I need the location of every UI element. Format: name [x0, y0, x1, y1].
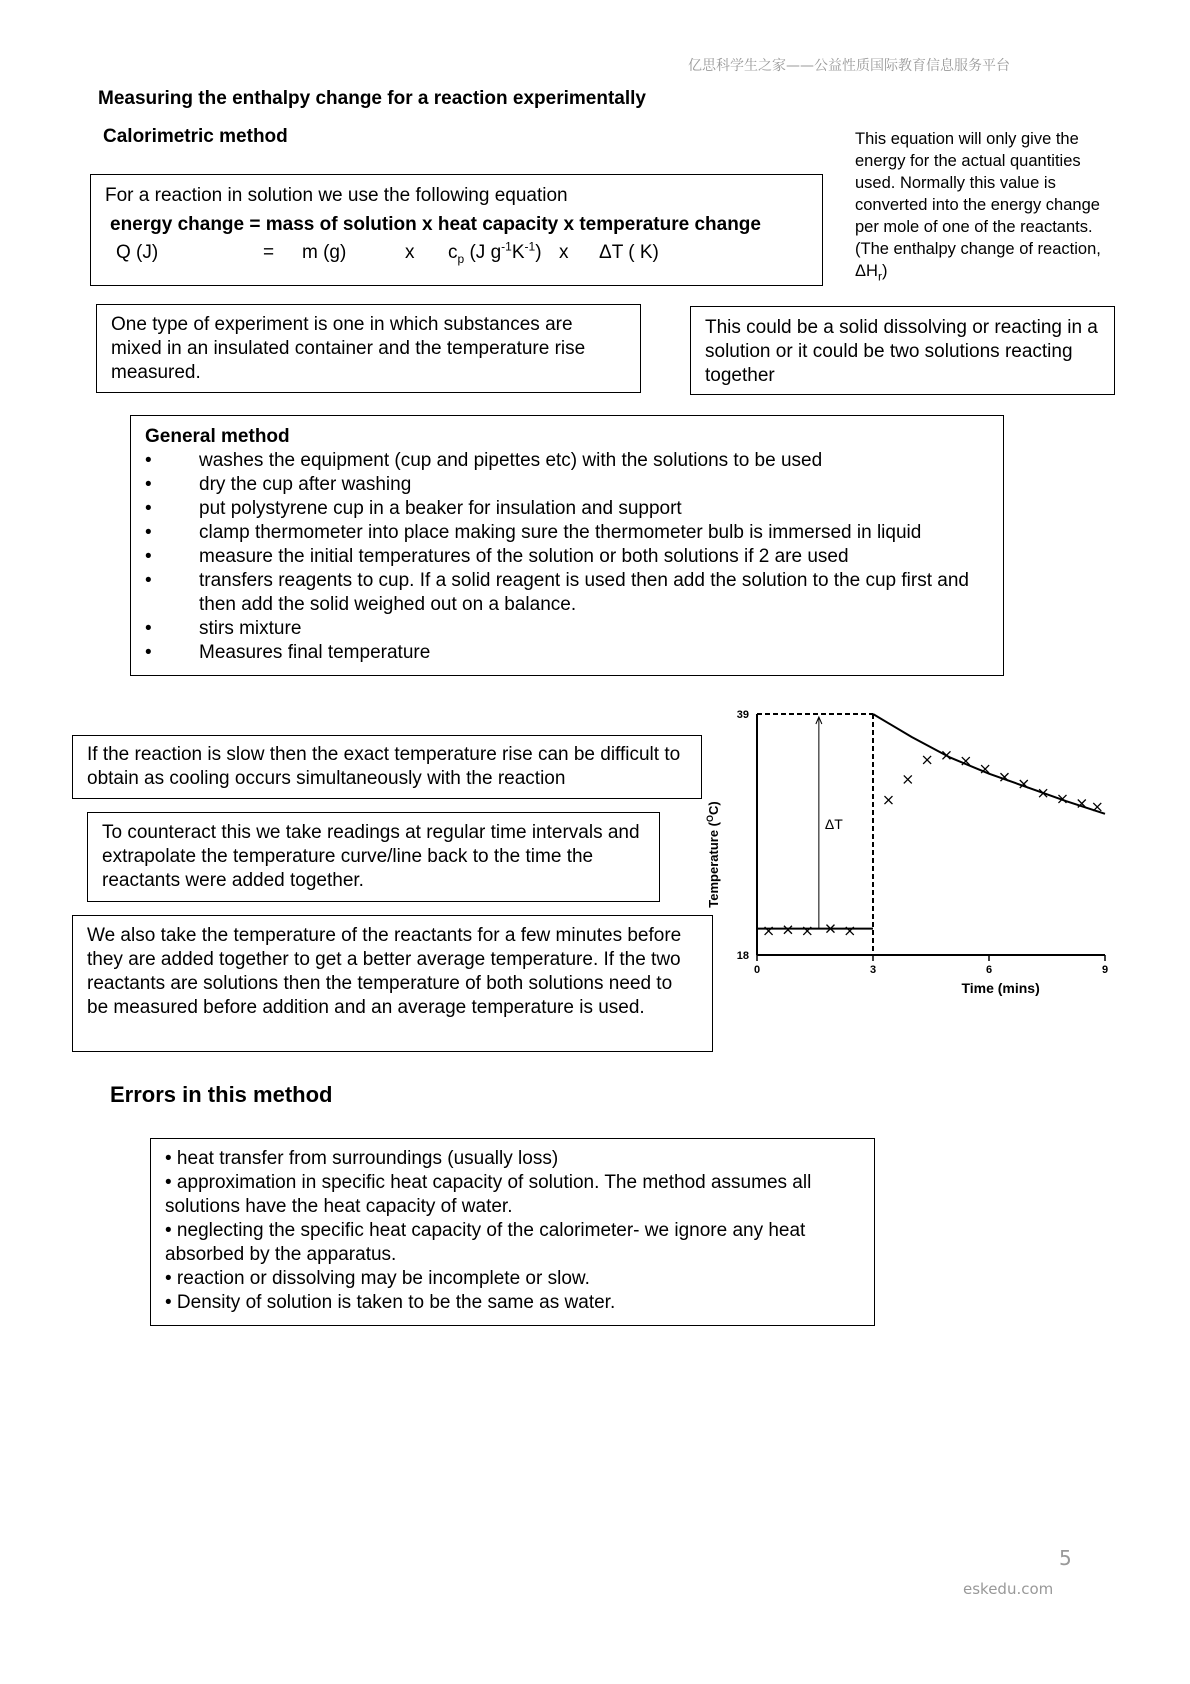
- side-note-sub: r: [877, 269, 882, 284]
- list-item: • put polystyrene cup in a beaker for insulation and support: [145, 497, 989, 521]
- list-item: • neglecting the specific heat capacity of the calorimeter- we ignore any heat absorbed by the apparatus.: [165, 1220, 806, 1265]
- y-tick-label: 39: [736, 709, 749, 721]
- list-item: • measure the initial temperatures of the solution or both solutions if 2 are used: [145, 545, 989, 569]
- eq-cp-units-b: K: [511, 242, 525, 263]
- side-note: [855, 128, 1105, 282]
- eq-cp-sub: p: [457, 251, 465, 266]
- eq-cp-sup1: -1: [501, 239, 512, 254]
- page-title: Measuring the enthalpy change for a reaction experimentally: [98, 88, 646, 109]
- counteract-box: To counteract this we take readings at regular time intervals and extrapolate the temperature curve/line back to the time the reactants were added together.: [87, 812, 660, 902]
- x-tick-label: 3: [869, 964, 877, 976]
- general-method-heading: General method: [145, 426, 290, 447]
- list-item: • clamp thermometer into place making sure the thermometer bulb is immersed in liquid: [145, 521, 989, 545]
- y-tick-label: 18: [736, 950, 749, 962]
- eq-cp-units-a: (J g: [469, 242, 502, 263]
- slow-reaction-box: If the reaction is slow then the exact temperature rise can be difficult to obtain as cooling occurs simultaneously with the reaction: [72, 735, 702, 799]
- list-item: • dry the cup after washing: [145, 473, 989, 497]
- data-point: [923, 756, 931, 764]
- eq-x1: x: [405, 242, 415, 263]
- site-banner: 亿思科学生之家——公益性质国际教育信息服务平台: [688, 58, 1010, 74]
- y-axis-label-main: Temperature (: [706, 822, 721, 908]
- list-item: • reaction or dissolving may be incomplete or slow.: [165, 1268, 590, 1289]
- list-item: • heat transfer from surroundings (usually loss): [165, 1148, 559, 1169]
- eq-q: Q (J): [116, 242, 159, 263]
- data-point: [904, 775, 912, 783]
- section-title-calorimetric: Calorimetric method: [103, 126, 288, 147]
- experiment-box: One type of experiment is one in which substances are mixed in an insulated container and the temperature rise measured.: [96, 304, 641, 393]
- eq-cp-units-c: ): [535, 242, 542, 263]
- eq-cp: [448, 241, 542, 265]
- general-method-box: [130, 415, 1004, 676]
- average-temperature-box: We also take the temperature of the reactants for a few minutes before they are added together to get a better average temperature. If the two reactants are solutions then the temperature of both solutions need to be measured before addition and an average temperature is used.: [72, 915, 713, 1052]
- eq-x2: x: [559, 242, 569, 263]
- footer-site: eskedu.com: [963, 1580, 1054, 1598]
- list-item: • stirs mixture: [145, 617, 989, 641]
- eq-m: m (g): [302, 242, 347, 263]
- general-method-list: [145, 449, 989, 665]
- list-item: • washes the equipment (cup and pipettes etc) with the solutions to be used: [145, 449, 989, 473]
- data-point: [884, 796, 892, 804]
- equation-box: [90, 174, 823, 286]
- series-line-extrapolated-line: [873, 714, 1105, 814]
- errors-box: [150, 1138, 875, 1326]
- solid-box: This could be a solid dissolving or reacting in a solution or it could be two solutions reacting together: [690, 306, 1115, 395]
- list-item: • Density of solution is taken to be the same as water.: [165, 1292, 616, 1313]
- x-tick-label: 9: [1101, 964, 1109, 976]
- y-axis-label-end: C): [706, 801, 721, 815]
- errors-heading: Errors in this method: [110, 1082, 333, 1107]
- side-note-text: This equation will only give the energy for the actual quantities used. Normally this value is converted into the energy change per mole of one of the reactants. (The enthalpy change of reaction, ΔH: [855, 130, 1101, 280]
- eq-dt: ΔT ( K): [599, 242, 659, 263]
- errors-list: [165, 1147, 860, 1315]
- delta-t-label: ΔT: [824, 815, 843, 832]
- equation-symbols: [105, 241, 808, 269]
- temperature-time-chart: [700, 700, 1130, 1020]
- x-tick-label: 0: [753, 964, 761, 976]
- list-item: • Measures final temperature: [145, 641, 989, 665]
- eq-equals: =: [263, 242, 275, 263]
- eq-cp-symbol: c: [448, 242, 458, 263]
- list-item: • approximation in specific heat capacity of solution. The method assumes all solutions have the heat capacity of water.: [165, 1172, 812, 1217]
- y-axis-label: [705, 801, 721, 907]
- equation-words: energy change = mass of solution x heat capacity x temperature change: [110, 214, 761, 235]
- eq-cp-sup2: -1: [524, 239, 536, 254]
- equation-intro: For a reaction in solution we use the following equation: [105, 185, 568, 206]
- list-item: • transfers reagents to cup. If a solid reagent is used then add the solution to the cup first and then add the solid weighed out on a balance.: [145, 569, 989, 617]
- y-axis-label-sup: O: [705, 814, 715, 822]
- side-note-close: ): [881, 262, 888, 280]
- x-tick-label: 6: [985, 964, 993, 976]
- page-number: 5: [1059, 1546, 1072, 1570]
- x-axis-label: Time (mins): [961, 980, 1040, 996]
- data-point: [784, 926, 792, 934]
